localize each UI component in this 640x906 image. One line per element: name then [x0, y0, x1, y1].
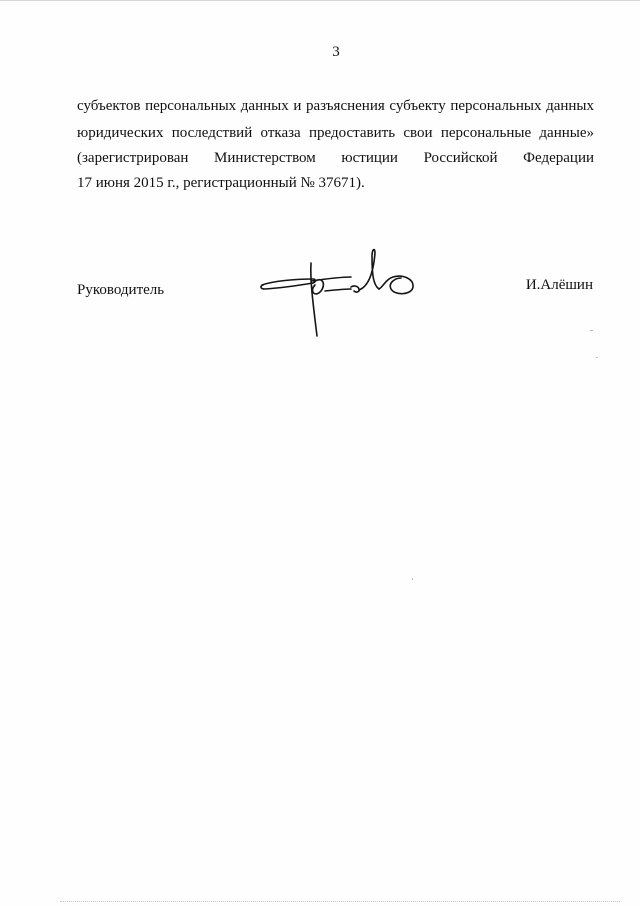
body-text-line: субъектов персональных данных и разъяснения субъекту персональных данных [77, 98, 594, 114]
handwritten-signature [255, 243, 420, 338]
signatory-name: И.Алёшин [525, 277, 593, 293]
signatory-position: Руководитель [77, 282, 165, 298]
body-text-line: 17 июня 2015 г., регистрационный № 37671). [77, 175, 365, 191]
page-number: 3 [332, 44, 340, 60]
scan-speck [590, 330, 593, 331]
page-bottom-edge [60, 901, 620, 902]
scan-speck [596, 357, 598, 358]
page-top-edge [0, 0, 640, 1]
scan-speck [412, 578, 413, 580]
body-text-line: (зарегистрирован Министерством юстиции Российской Федерации [77, 150, 594, 166]
body-text-line: юридических последствий отказа предоставить свои персональные данные» [77, 125, 594, 141]
